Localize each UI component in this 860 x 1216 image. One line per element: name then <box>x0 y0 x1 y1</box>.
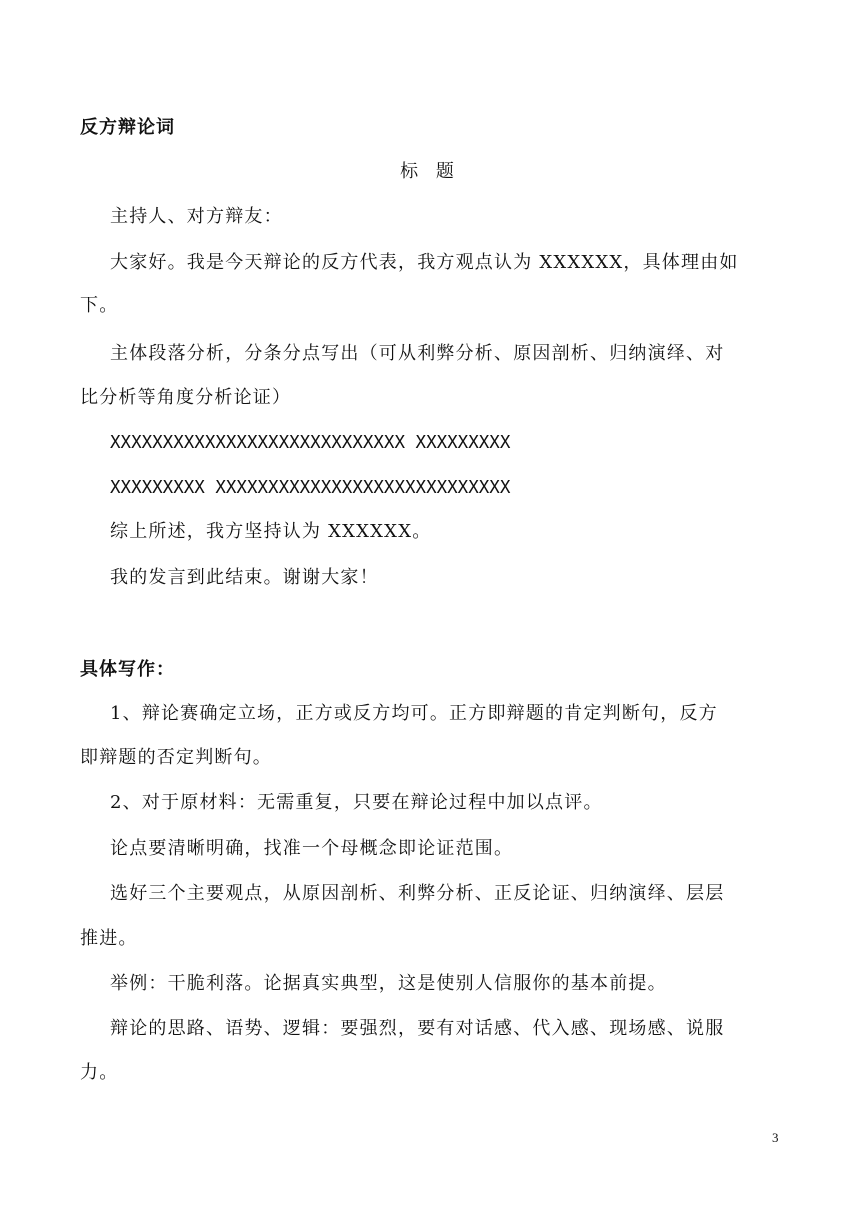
argument-point-line: 论点要清晰明确，找准一个母概念即论证范围。 <box>110 838 514 859</box>
closing-line: 我的发言到此结束。谢谢大家！ <box>110 567 379 588</box>
views-line-2: 推进。 <box>80 928 138 949</box>
body-instruction-line-2: 比分析等角度分析论证） <box>80 387 292 408</box>
placeholder-line-1: XXXXXXXXXXXXXXXXXXXXXXXXXXXX XXXXXXXXX <box>110 433 511 453</box>
intro-line-2: 下。 <box>80 295 119 316</box>
item-1-line-2: 即辩题的否定判断句。 <box>80 747 272 768</box>
speech-title: 标 题 <box>400 161 460 182</box>
item-1-line-1: 1、辩论赛确定立场，正方或反方均可。正方即辩题的肯定判断句，反方 <box>110 703 718 724</box>
placeholder-line-2: XXXXXXXXX XXXXXXXXXXXXXXXXXXXXXXXXXXXX <box>110 478 511 498</box>
salutation: 主持人、对方辩友： <box>110 206 283 227</box>
page-number: 3 <box>772 1130 779 1145</box>
body-instruction-line-1: 主体段落分析，分条分点写出（可从利弊分析、原因剖析、归纳演绎、对 <box>110 343 725 364</box>
views-line-1: 选好三个主要观点，从原因剖析、利弊分析、正反论证、归纳演绎、层层 <box>110 883 725 904</box>
intro-line-1: 大家好。我是今天辩论的反方代表，我方观点认为 XXXXXX，具体理由如 <box>110 252 739 273</box>
section-heading-writing: 具体写作： <box>80 659 175 680</box>
style-line-1: 辩论的思路、语势、逻辑：要强烈，要有对话感、代入感、现场感、说服 <box>110 1018 725 1039</box>
section-heading-rebuttal: 反方辩论词 <box>80 117 175 138</box>
item-2-line: 2、对于原材料：无需重复，只要在辩论过程中加以点评。 <box>110 792 603 813</box>
examples-line: 举例：干脆利落。论据真实典型，这是使别人信服你的基本前提。 <box>110 973 667 994</box>
conclusion-line: 综上所述，我方坚持认为 XXXXXX。 <box>110 521 432 542</box>
style-line-2: 力。 <box>80 1062 119 1083</box>
